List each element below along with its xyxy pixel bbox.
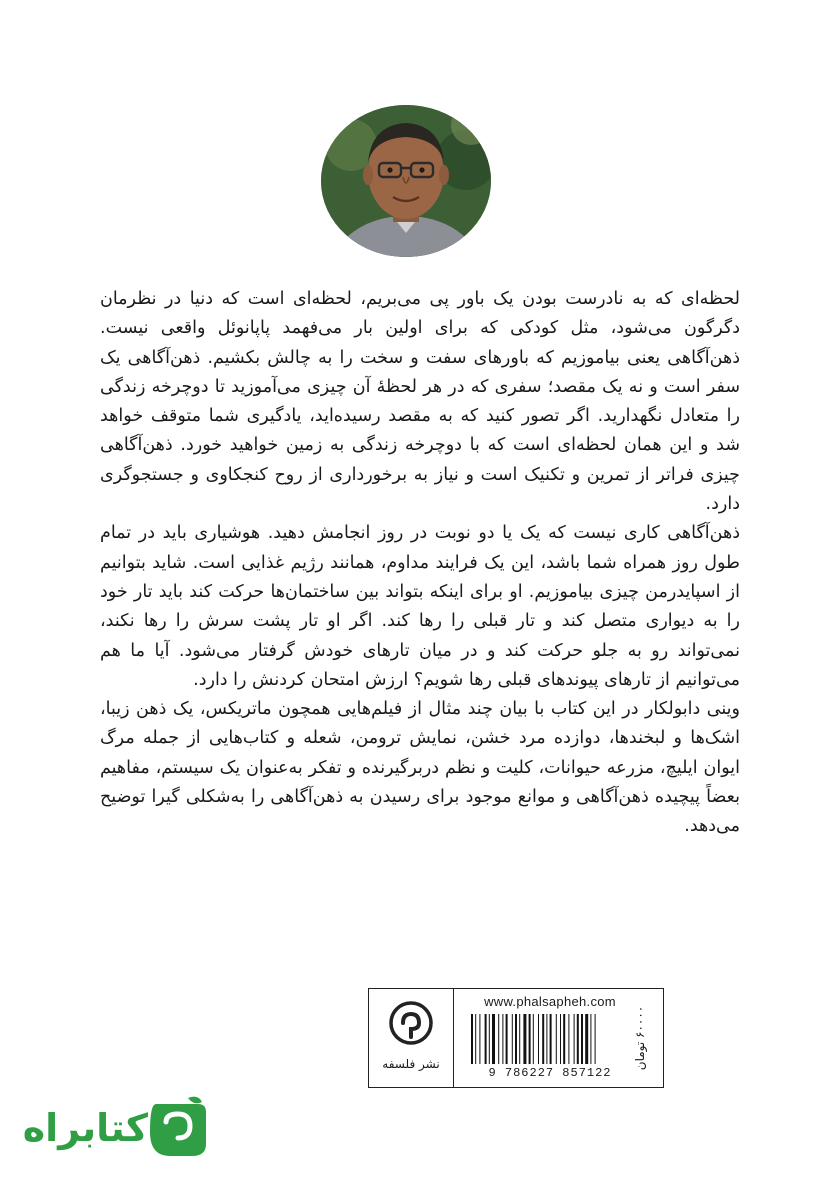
publisher-name: نشر فلسفه [382, 1057, 440, 1071]
publisher-cell [369, 989, 454, 1087]
blurb-paragraph-3: وینی دابولکار در این کتاب با بیان چند مثال از فیلم‌هایی همچون ماتریکس، یک ذهن زیبا، اشک‌ها و لبخندها، دوازده مرد خشن، نمایش ترومن، شعله و کتاب‌هایی از جمله مرگ ایوان ایلیچ، مزرعه حیوانات، کلیت و نظم دربرگیرنده و تفکر به‌عنوان یک سیستم، مفاهیم بعضاً پیچیده ذهن‌آگاهی و موانع موجود برای رسیدن به ذهن‌آگاهی را به‌شکلی گیرا توضیح می‌دهد. [100, 699, 740, 837]
author-portrait [321, 105, 491, 257]
barcode-panel [368, 988, 664, 1088]
store-name: کتابراه [22, 1106, 148, 1150]
blurb-text [100, 285, 740, 842]
blurb-paragraph-1: لحظه‌ای که به نادرست بودن یک باور پی می‌بریم، لحظه‌ای است که دنیا در نظرمان دگرگون می‌شود، مثل کودکی که برای اولین بار می‌فهمد پاپانوئل واقعی نیست. ذهن‌آگاهی یعنی بیاموزیم که باورهای سفت و سخت را به چالش بکشیم. ذهن‌آگاهی یک سفر است و نه یک مقصد؛ سفری که در هر لحظهٔ آن چیزی می‌آموزید تا دوچرخه زندگی را متعادل نگهدارید. اگر تصور کنید که به مقصد رسیده‌اید، یادگیری شما متوقف خواهد شد و این همان لحظه‌ای است که با دوچرخه زندگی به زمین خواهید خورد. ذهن‌آگاهی چیزی فراتر از تمرین و تکنیک است و نیاز به برخورداری از روح کنجکاوی و جستجوگری دارد. [100, 289, 740, 515]
publisher-url: www.phalsapheh.com [484, 994, 616, 1009]
publisher-logo-icon [389, 1001, 433, 1045]
blurb-paragraph-2: ذهن‌آگاهی کاری نیست که یک یا دو نوبت در روز انجامش دهید. هوشیاری باید در تمام طول روز همراه شما باشد، این یک فرایند مداوم، همانند رژیم غذایی است. شاید بتوانیم از اسپایدرمن چیزی بیاموزیم. او برای اینکه بتواند بین ساختمان‌ها حرکت کند باید تار خود را به دیواری متصل کند و تار قبلی را رها کند. اگر او تار پشت سرش را رها نکند، نمی‌تواند رو به جلو حرکت کند و در میان تارهای خودش گرفتار می‌شود. آیا ما هم می‌توانیم از تارهای پیوندهای قبلی رها شویم؟ ارزش امتحان کردنش را دارد. [100, 523, 740, 690]
price-label: ۶۰۰۰۰ تومان [633, 1005, 647, 1071]
isbn-barcode [469, 1014, 633, 1064]
isbn-number: 9 786227 857122 [488, 1066, 612, 1080]
